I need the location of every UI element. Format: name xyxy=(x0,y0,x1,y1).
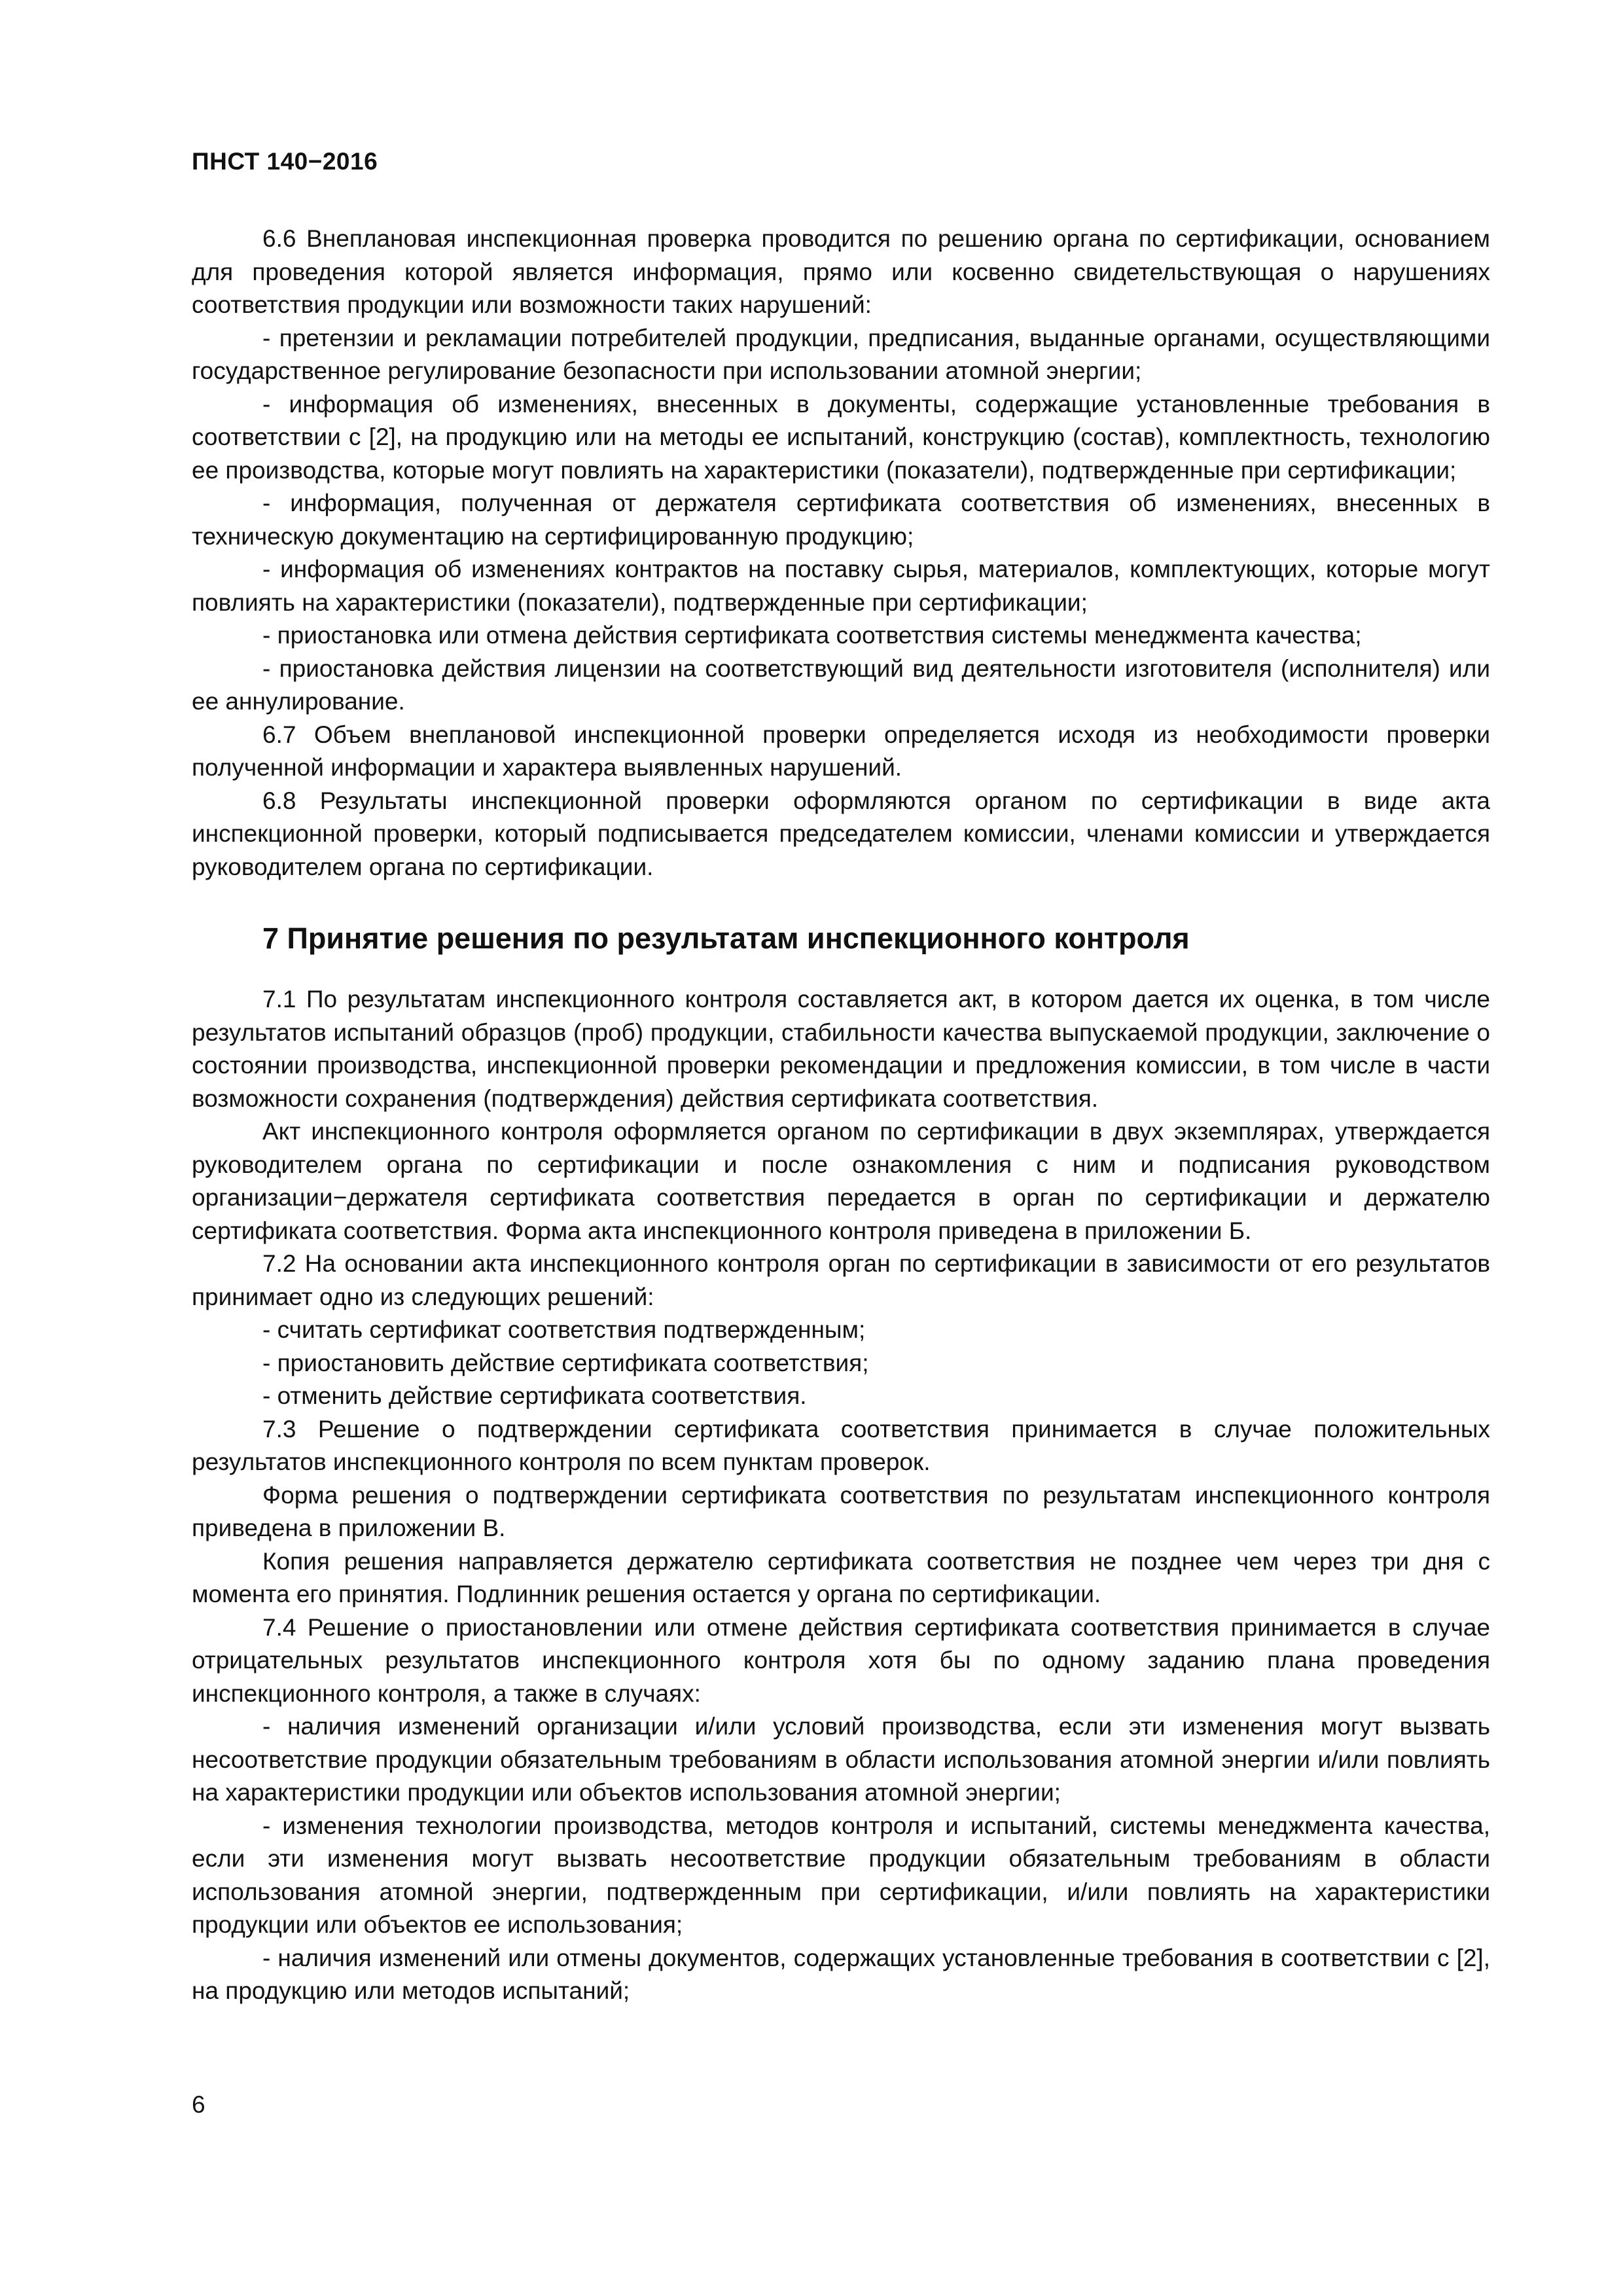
page-number: 6 xyxy=(192,2091,205,2118)
document-body xyxy=(192,223,1490,2008)
list-item-contract-changes: - информация об изменениях контрактов на поставку сырья, материалов, комплектующих, которые могут повлиять на характеристики (показатели), подтвержденные при сертификации; xyxy=(192,556,1490,616)
paragraph-6-7: 6.7 Объем внеплановой инспекционной проверки определяется исходя из необходимости проверки полученной информации и характера выявленных нарушений. xyxy=(192,721,1490,781)
paragraph-decision-form: Форма решения о подтверждении сертификата соответствия по результатам инспекционного контроля приведена в приложении В. xyxy=(192,1481,1490,1541)
list-item-claims: - претензии и рекламации потребителей продукции, предписания, выданные органами, осуществляющими государственное регулирование безопасности при использовании атомной энергии; xyxy=(192,324,1490,384)
list-item-org-changes: - наличия изменений организации и/или условий производства, если эти изменения могут вызвать несоответствие продукции обязательным требованиям в области использования атомной энергии и/или повлиять на характеристики продукции или объектов использования атомной энергии; xyxy=(192,1713,1490,1806)
paragraph-7-4: 7.4 Решение о приостановлении или отмене действия сертификата соответствия принимается в случае отрицательных результатов инспекционного контроля хотя бы по одному заданию плана проведения инспекционного контроля, а также в случаях: xyxy=(192,1613,1490,1707)
list-item-confirm: - считать сертификат соответствия подтвержденным; xyxy=(262,1316,866,1343)
list-item-technology-changes: - изменения технологии производства, методов контроля и испытаний, системы менеджмента качества, если эти изменения могут вызвать несоответствие продукции обязательным требованиям в области использования атомной энергии, подтвержденным при сертификации, и/или повлиять на характеристики продукции или объектов ее использования; xyxy=(192,1812,1490,1938)
paragraph-decision-copy: Копия решения направляется держателю сертификата соответствия не позднее чем через три дня с момента его принятия. Подлинник решения остается у органа по сертификации. xyxy=(192,1547,1490,1607)
paragraph-7-1: 7.1 По результатам инспекционного контроля составляется акт, в котором дается их оценка, в том числе результатов испытаний образцов (проб) продукции, стабильности качества выпускаемой продукции, заключение о состоянии производства, инспекционной проверки рекомендации и предложения комиссии, в том числе в части возможности сохранения (подтверждения) действия сертификата соответствия. xyxy=(192,986,1490,1112)
list-item-holder-info: - информация, полученная от держателя сертификата соответствия об изменениях, внесенных в техническую документацию на сертифицированную продукцию; xyxy=(192,490,1490,550)
paragraph-6-8: 6.8 Результаты инспекционной проверки оформляются органом по сертификации в виде акта инспекционной проверки, который подписывается председателем комиссии, членами комиссии и утверждается руководителем органа по сертификации. xyxy=(192,787,1490,880)
paragraph-7-3: 7.3 Решение о подтверждении сертификата соответствия принимается в случае положительных результатов инспекционного контроля по всем пунктам проверок. xyxy=(192,1415,1490,1475)
list-item-license-suspension: - приостановка действия лицензии на соответствующий вид деятельности изготовителя (исполнителя) или ее аннулирование. xyxy=(192,655,1490,715)
paragraph-6-6: 6.6 Внеплановая инспекционная проверка проводится по решению органа по сертификации, основанием для проведения которой является информация, прямо или косвенно свидетельствующая о нарушениях соответствия продукции или возможности таких нарушений: xyxy=(192,225,1490,318)
section-heading-7: 7 Принятие решения по результатам инспекционного контроля xyxy=(262,922,1190,955)
document-code-header: ПНСТ 140−2016 xyxy=(192,148,378,175)
list-item-suspend: - приостановить действие сертификата соответствия; xyxy=(262,1349,869,1376)
paragraph-7-2: 7.2 На основании акта инспекционного контроля орган по сертификации в зависимости от его результатов принимает одно из следующих решений: xyxy=(192,1250,1490,1310)
list-item-cancel: - отменить действие сертификата соответствия. xyxy=(262,1382,807,1409)
list-item-documents-changes: - наличия изменений или отмены документов, содержащих установленные требования в соответствии с [2], на продукцию или методов испытаний; xyxy=(192,1944,1490,2004)
list-item-qms-suspension: - приостановка или отмена действия сертификата соответствия системы менеджмента качества; xyxy=(262,622,1362,649)
paragraph-inspection-act: Акт инспекционного контроля оформляется органом по сертификации в двух экземплярах, утверждается руководителем органа по сертификации и после ознакомления с ним и подписания руководством организации−держателя сертификата соответствия передается в орган по сертификации и держателю сертификата соответствия. Форма акта инспекционного контроля приведена в приложении Б. xyxy=(192,1118,1490,1244)
list-item-document-changes: - информация об изменениях, внесенных в документы, содержащие установленные требования в соответствии с [2], на продукцию или на методы ее испытаний, конструкцию (состав), комплектность, технологию ее производства, которые могут повлиять на характеристики (показатели), подтвержденные при сертификации; xyxy=(192,390,1490,484)
